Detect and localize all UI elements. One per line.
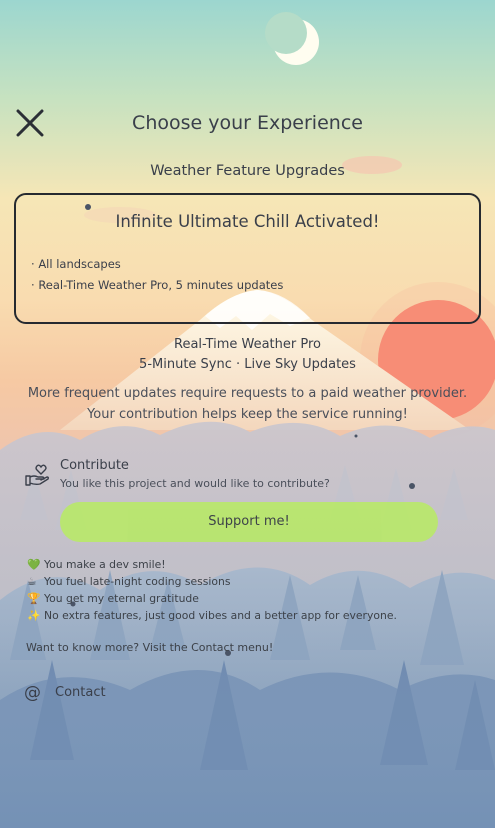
trophy-icon: 🏆 [27, 592, 41, 605]
at-sign-icon: @ [24, 683, 41, 703]
perk-item: ☕ You fuel late-night coding sessions [27, 575, 231, 588]
feature-sync-info: 5-Minute Sync · Live Sky Updates [139, 357, 356, 372]
green-heart-icon: 💚 [27, 558, 41, 571]
perk-item: 💚 You make a dev smile! [27, 558, 166, 571]
feature-item: · Real-Time Weather Pro, 5 minutes updates [31, 275, 283, 296]
feature-description: More frequent updates require requests to a paid weather provider. Your contribution helps keep the service running! [27, 386, 468, 422]
contribute-subtitle: You like this project and would like to contribute? [60, 477, 330, 490]
page-title: Choose your Experience [132, 112, 363, 134]
coffee-icon: ☕ [27, 575, 37, 588]
section-title: Weather Feature Upgrades [150, 163, 345, 179]
sparkles-icon: ✨ [27, 609, 41, 622]
more-info-text: Want to know more? Visit the Contact menu! [26, 641, 274, 654]
support-button[interactable]: Support me! [60, 502, 438, 542]
upgrade-card [14, 193, 481, 324]
hand-heart-icon [24, 462, 50, 488]
feature-name: Real-Time Weather Pro [174, 337, 321, 352]
feature-list [31, 254, 283, 295]
contribute-title: Contribute [60, 458, 129, 473]
contact-label: Contact [55, 685, 106, 700]
feature-item: · All landscapes [31, 254, 283, 275]
perk-item: ✨ No extra features, just good vibes and a better app for everyone. [27, 609, 397, 622]
perks-list [27, 556, 397, 624]
perk-item: 🏆 You get my eternal gratitude [27, 592, 199, 605]
card-title: Infinite Ultimate Chill Activated! [115, 212, 380, 231]
